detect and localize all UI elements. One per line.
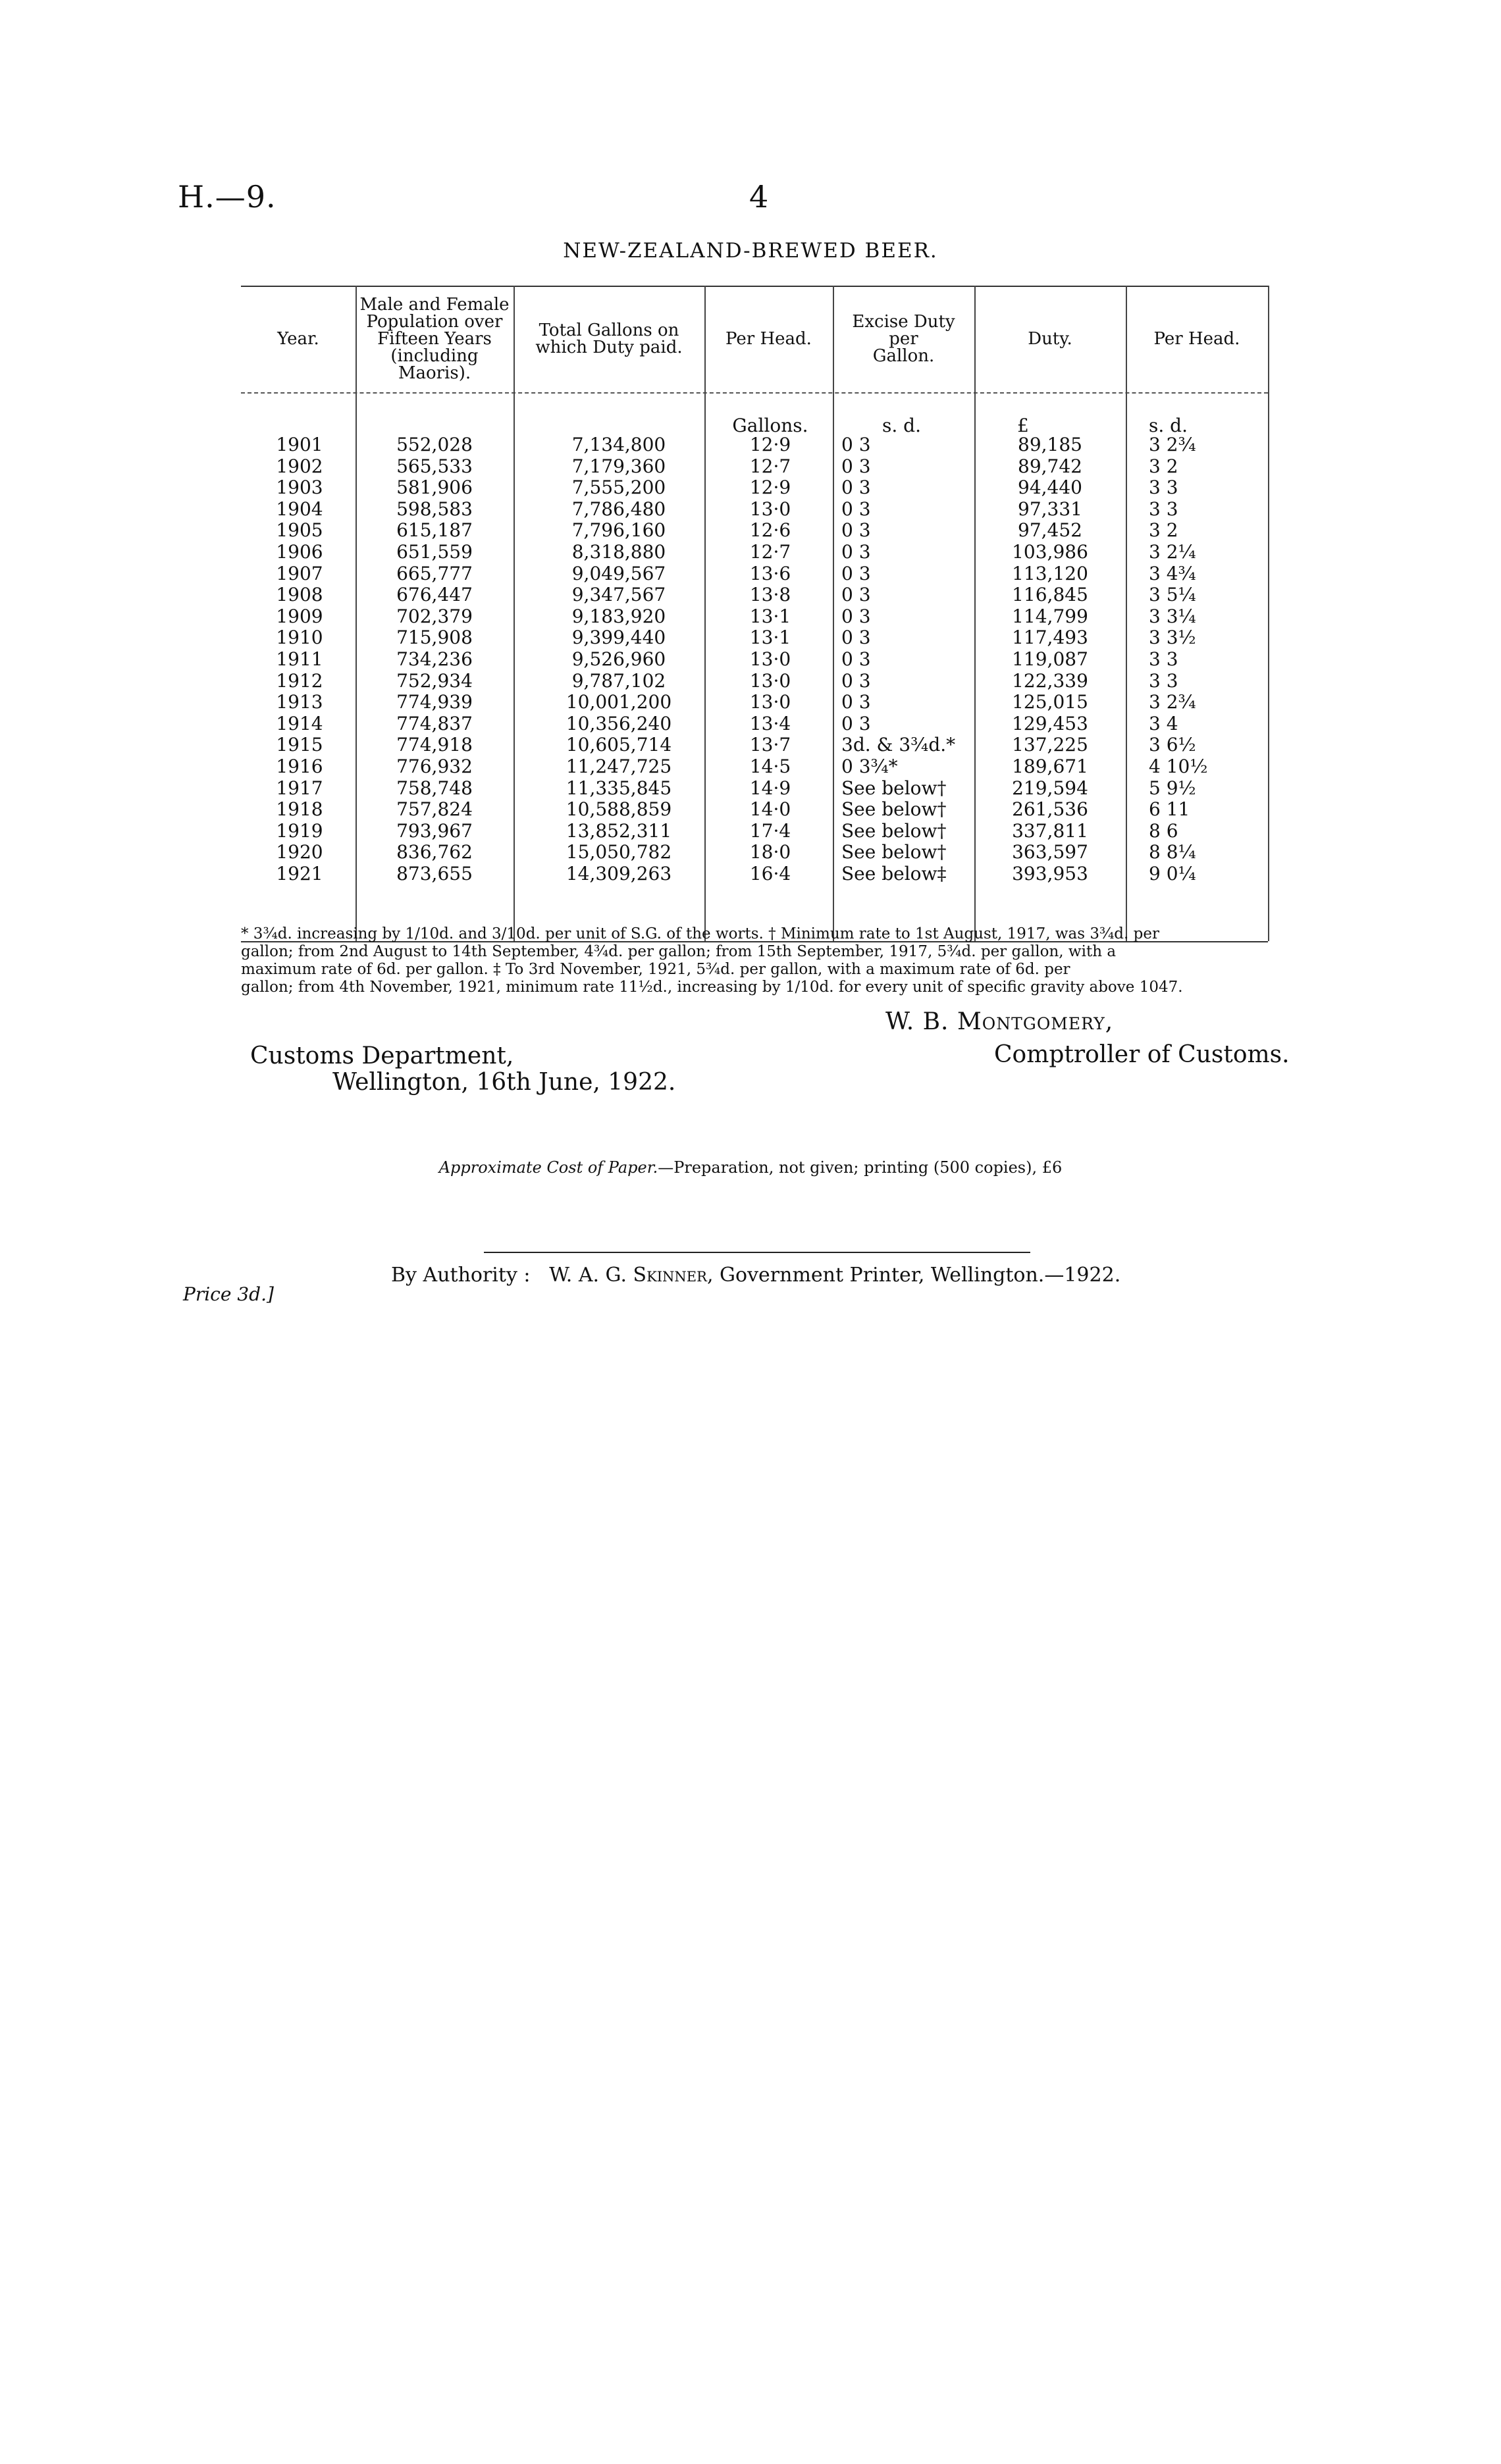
cell-per-head: 16·4 xyxy=(749,862,791,885)
cell-gallons: 7,555,200 xyxy=(571,476,666,499)
cell-duty: 219,594 xyxy=(1012,777,1088,799)
cell-gallons: 9,399,440 xyxy=(571,627,666,649)
cell-year: 1921 xyxy=(276,862,323,885)
cell-excise: See below‡ xyxy=(841,862,947,885)
cell-excise: 0 3 xyxy=(841,498,871,520)
cell-duty: 393,953 xyxy=(1012,862,1088,885)
header-population xyxy=(356,290,514,388)
page-number: 4 xyxy=(749,179,769,215)
cell-per-head: 14·5 xyxy=(749,755,791,777)
header-duty: Duty. xyxy=(1028,329,1072,349)
cell-year: 1909 xyxy=(276,605,323,627)
cell-duty: 189,671 xyxy=(1012,755,1088,777)
cell-year: 1920 xyxy=(276,841,323,863)
department: Customs Department, xyxy=(250,1042,514,1069)
cell-gallons: 9,347,567 xyxy=(571,584,666,606)
cell-duty: 337,811 xyxy=(1012,819,1088,842)
cell-gallons: 9,526,960 xyxy=(571,648,666,670)
cell-population: 615,187 xyxy=(396,519,473,542)
cell-gallons: 15,050,782 xyxy=(566,841,672,863)
column-divider xyxy=(1268,286,1269,941)
cell-per-head-duty: 3 4¾ xyxy=(1149,562,1196,584)
header-per-head-duty: Per Head. xyxy=(1153,329,1240,349)
cell-per-head-duty: 3 3½ xyxy=(1149,627,1196,649)
cell-population: 776,932 xyxy=(396,755,473,777)
cell-per-head: 13·0 xyxy=(749,669,791,692)
cell-per-head-duty: 3 3 xyxy=(1149,476,1178,499)
cell-gallons: 10,001,200 xyxy=(566,691,672,713)
cell-gallons: 10,605,714 xyxy=(566,734,672,756)
cell-duty: 113,120 xyxy=(1012,562,1088,584)
cell-population: 774,837 xyxy=(396,712,473,734)
cell-duty: 114,799 xyxy=(1012,605,1088,627)
cell-population: 752,934 xyxy=(396,669,473,692)
table-title: NEW-ZEALAND-BREWED BEER. xyxy=(563,239,938,263)
cell-gallons: 11,247,725 xyxy=(566,755,672,777)
cell-duty: 89,742 xyxy=(1018,455,1082,477)
cell-population: 552,028 xyxy=(396,434,473,455)
cell-excise: 0 3 xyxy=(841,584,871,606)
cell-per-head: 13·1 xyxy=(749,605,791,627)
cell-duty: 119,087 xyxy=(1012,648,1088,670)
cell-year: 1911 xyxy=(276,648,323,670)
cell-year: 1901 xyxy=(276,434,323,455)
cell-excise: 0 3 xyxy=(841,455,871,477)
table-header-rule xyxy=(241,392,1268,394)
cell-excise: 0 3 xyxy=(841,605,871,627)
cell-duty: 97,331 xyxy=(1018,498,1082,520)
cell-gallons: 9,183,920 xyxy=(571,605,666,627)
per-head-column xyxy=(718,434,823,885)
cell-excise: 0 3 xyxy=(841,540,871,563)
cell-per-head-duty: 3 3 xyxy=(1149,669,1178,692)
cell-per-head: 17·4 xyxy=(749,819,791,842)
cell-per-head-duty: 3 4 xyxy=(1149,712,1178,734)
cell-excise: 0 3¾* xyxy=(841,755,898,777)
cell-per-head-duty: 5 9½ xyxy=(1149,777,1196,799)
cell-excise: 0 3 xyxy=(841,712,871,734)
cell-excise: 0 3 xyxy=(841,476,871,499)
cell-year: 1903 xyxy=(276,476,323,499)
cell-per-head-duty: 3 6½ xyxy=(1149,734,1196,756)
cell-population: 793,967 xyxy=(396,819,473,842)
header-excise-line: Excise Duty xyxy=(852,312,955,332)
cell-duty: 261,536 xyxy=(1012,798,1088,821)
cell-per-head: 13·7 xyxy=(749,734,791,756)
unit-gallons: Gallons. xyxy=(732,415,808,436)
footnote-line: gallon; from 2nd August to 14th September, 4¾d. per gallon; from 15th September, 1917, 5¾d. per gallon, with a xyxy=(241,943,1117,960)
cell-per-head: 13·4 xyxy=(749,712,791,734)
cell-duty: 89,185 xyxy=(1018,434,1082,455)
cell-per-head-duty: 6 11 xyxy=(1149,798,1190,821)
cell-year: 1908 xyxy=(276,584,323,606)
cell-per-head: 13·0 xyxy=(749,648,791,670)
cell-population: 734,236 xyxy=(396,648,473,670)
cell-per-head-duty: 3 2¾ xyxy=(1149,434,1196,455)
cell-population: 651,559 xyxy=(396,540,473,563)
duty-column xyxy=(988,434,1113,885)
cell-excise: See below† xyxy=(841,819,947,842)
cell-duty: 122,339 xyxy=(1012,669,1088,692)
cell-excise: 3d. & 3¾d.* xyxy=(841,734,956,756)
cell-per-head: 13·1 xyxy=(749,627,791,649)
cell-population: 757,824 xyxy=(396,798,473,821)
unit-excise: s. d. xyxy=(882,415,921,436)
cell-excise: 0 3 xyxy=(841,519,871,542)
cell-year: 1915 xyxy=(276,734,323,756)
cost-text: —Preparation, not given; printing (500 copies), £6 xyxy=(658,1158,1063,1177)
cell-population: 836,762 xyxy=(396,841,473,863)
cell-duty: 116,845 xyxy=(1012,584,1088,606)
unit-per-head-duty: s. d. xyxy=(1149,415,1188,436)
cell-duty: 129,453 xyxy=(1012,712,1088,734)
cell-duty: 94,440 xyxy=(1018,476,1082,499)
year-column xyxy=(270,434,329,885)
cell-gallons: 7,786,480 xyxy=(571,498,666,520)
cell-population: 758,748 xyxy=(396,777,473,799)
cell-per-head-duty: 3 3 xyxy=(1149,648,1178,670)
header-gallons xyxy=(514,290,704,388)
cell-year: 1905 xyxy=(276,519,323,542)
header-population-line: Fifteen Years xyxy=(377,329,492,349)
cell-per-head-duty: 3 2 xyxy=(1149,519,1178,542)
cell-per-head: 12·9 xyxy=(749,476,791,499)
cell-population: 774,939 xyxy=(396,691,473,713)
table-top-rule xyxy=(241,286,1268,287)
place-date: Wellington, 16th June, 1922. xyxy=(332,1069,676,1096)
header-excise xyxy=(833,290,974,388)
cell-population: 598,583 xyxy=(396,498,473,520)
header-population-line: (including xyxy=(390,346,479,366)
cell-per-head: 12·6 xyxy=(749,519,791,542)
cell-population: 565,533 xyxy=(396,455,473,477)
printer-prefix: By Authority : xyxy=(391,1264,531,1287)
cell-year: 1918 xyxy=(276,798,323,821)
cell-excise: See below† xyxy=(841,777,947,799)
cell-gallons: 7,796,160 xyxy=(571,519,666,542)
cell-per-head: 14·0 xyxy=(749,798,791,821)
cell-year: 1913 xyxy=(276,691,323,713)
cell-gallons: 10,356,240 xyxy=(566,712,672,734)
cell-duty: 117,493 xyxy=(1012,627,1088,649)
footnote-line: maximum rate of 6d. per gallon. ‡ To 3rd November, 1921, 5¾d. per gallon, with a maximum rate of 6d. per xyxy=(241,961,1070,978)
cell-gallons: 11,335,845 xyxy=(566,777,672,799)
cell-gallons: 14,309,263 xyxy=(566,862,672,885)
gallons-column xyxy=(546,434,691,885)
footnote-line: gallon; from 4th November, 1921, minimum rate 11½d., increasing by 1/10d. for every unit of specific gravity above 1047. xyxy=(241,979,1183,996)
cell-per-head: 18·0 xyxy=(749,841,791,863)
cell-population: 774,918 xyxy=(396,734,473,756)
cell-per-head: 12·9 xyxy=(749,434,791,455)
cell-gallons: 7,179,360 xyxy=(571,455,666,477)
cell-duty: 125,015 xyxy=(1012,691,1088,713)
cell-gallons: 7,134,800 xyxy=(571,434,666,455)
cell-excise: 0 3 xyxy=(841,627,871,649)
cell-population: 702,379 xyxy=(396,605,473,627)
cell-year: 1916 xyxy=(276,755,323,777)
cell-per-head-duty: 3 5¼ xyxy=(1149,584,1196,606)
header-population-line: Population over xyxy=(366,312,503,332)
header-gallons-line: which Duty paid. xyxy=(535,338,683,357)
footnotes xyxy=(241,925,1281,996)
cell-year: 1904 xyxy=(276,498,323,520)
printer-suffix: Government Printer, Wellington.—1922. xyxy=(720,1264,1121,1287)
cell-excise: See below† xyxy=(841,841,947,863)
per-head-duty-column xyxy=(1149,434,1267,885)
printer-rule xyxy=(484,1252,1030,1253)
cell-excise: 0 3 xyxy=(841,434,871,455)
excise-column xyxy=(841,434,966,885)
price: Price 3d.] xyxy=(183,1283,274,1305)
cell-gallons: 9,787,102 xyxy=(571,669,666,692)
cell-per-head-duty: 3 2 xyxy=(1149,455,1178,477)
cell-duty: 137,225 xyxy=(1012,734,1088,756)
cell-year: 1912 xyxy=(276,669,323,692)
header-excise-line: per xyxy=(889,329,918,349)
cell-per-head: 12·7 xyxy=(749,540,791,563)
cell-gallons: 10,588,859 xyxy=(566,798,672,821)
cell-year: 1906 xyxy=(276,540,323,563)
printer-line xyxy=(391,1264,1120,1287)
header-gallons-line: Total Gallons on xyxy=(539,321,679,340)
cell-per-head-duty: 9 0¼ xyxy=(1149,862,1196,885)
cell-excise: 0 3 xyxy=(841,648,871,670)
cell-per-head: 12·7 xyxy=(749,455,791,477)
footnote-line: * 3¾d. increasing by 1/10d. and 3/10d. per unit of S.G. of the worts. † Minimum rate to 1st August, 1917, was 3¾d. per xyxy=(241,925,1159,942)
cell-gallons: 9,049,567 xyxy=(571,562,666,584)
cell-year: 1902 xyxy=(276,455,323,477)
document-series: H.—9. xyxy=(178,179,276,215)
cell-excise: See below† xyxy=(841,798,947,821)
cell-population: 676,447 xyxy=(396,584,473,606)
cell-duty: 363,597 xyxy=(1012,841,1088,863)
signer-title: Comptroller of Customs. xyxy=(994,1041,1290,1068)
header-year: Year. xyxy=(277,329,319,349)
header-population-line: Maoris). xyxy=(398,363,471,383)
cell-gallons: 8,318,880 xyxy=(571,540,666,563)
cell-population: 581,906 xyxy=(396,476,473,499)
cost-note xyxy=(0,1158,1501,1177)
cell-excise: 0 3 xyxy=(841,562,871,584)
cell-year: 1910 xyxy=(276,627,323,649)
cell-per-head-duty: 4 10½ xyxy=(1149,755,1208,777)
cell-per-head-duty: 3 2¼ xyxy=(1149,540,1196,563)
header-excise-line: Gallon. xyxy=(872,346,935,366)
cell-per-head: 13·6 xyxy=(749,562,791,584)
header-population-line: Male and Female xyxy=(359,295,510,315)
cell-per-head: 14·9 xyxy=(749,777,791,799)
cell-duty: 103,986 xyxy=(1012,540,1088,563)
cell-per-head: 13·0 xyxy=(749,691,791,713)
header-per-head: Per Head. xyxy=(725,329,812,349)
population-column xyxy=(369,434,500,885)
cell-duty: 97,452 xyxy=(1018,519,1082,542)
unit-duty: £ xyxy=(1017,415,1029,436)
cell-per-head-duty: 8 6 xyxy=(1149,819,1178,842)
cell-year: 1917 xyxy=(276,777,323,799)
signer-name: W. B. Montgomery, xyxy=(885,1008,1114,1035)
cell-gallons: 13,852,311 xyxy=(566,819,672,842)
cell-excise: 0 3 xyxy=(841,669,871,692)
cell-per-head-duty: 3 3 xyxy=(1149,498,1178,520)
cell-per-head-duty: 3 2¾ xyxy=(1149,691,1196,713)
cell-population: 665,777 xyxy=(396,562,473,584)
cell-year: 1919 xyxy=(276,819,323,842)
cell-per-head: 13·8 xyxy=(749,584,791,606)
cell-year: 1907 xyxy=(276,562,323,584)
cell-population: 873,655 xyxy=(396,862,473,885)
cell-population: 715,908 xyxy=(396,627,473,649)
cell-per-head-duty: 3 3¼ xyxy=(1149,605,1196,627)
cell-excise: 0 3 xyxy=(841,691,871,713)
cell-per-head-duty: 8 8¼ xyxy=(1149,841,1196,863)
cell-per-head: 13·0 xyxy=(749,498,791,520)
printer-name: W. A. G. Skinner, xyxy=(549,1264,714,1287)
cost-label: Approximate Cost of Paper. xyxy=(438,1158,658,1177)
cell-year: 1914 xyxy=(276,712,323,734)
